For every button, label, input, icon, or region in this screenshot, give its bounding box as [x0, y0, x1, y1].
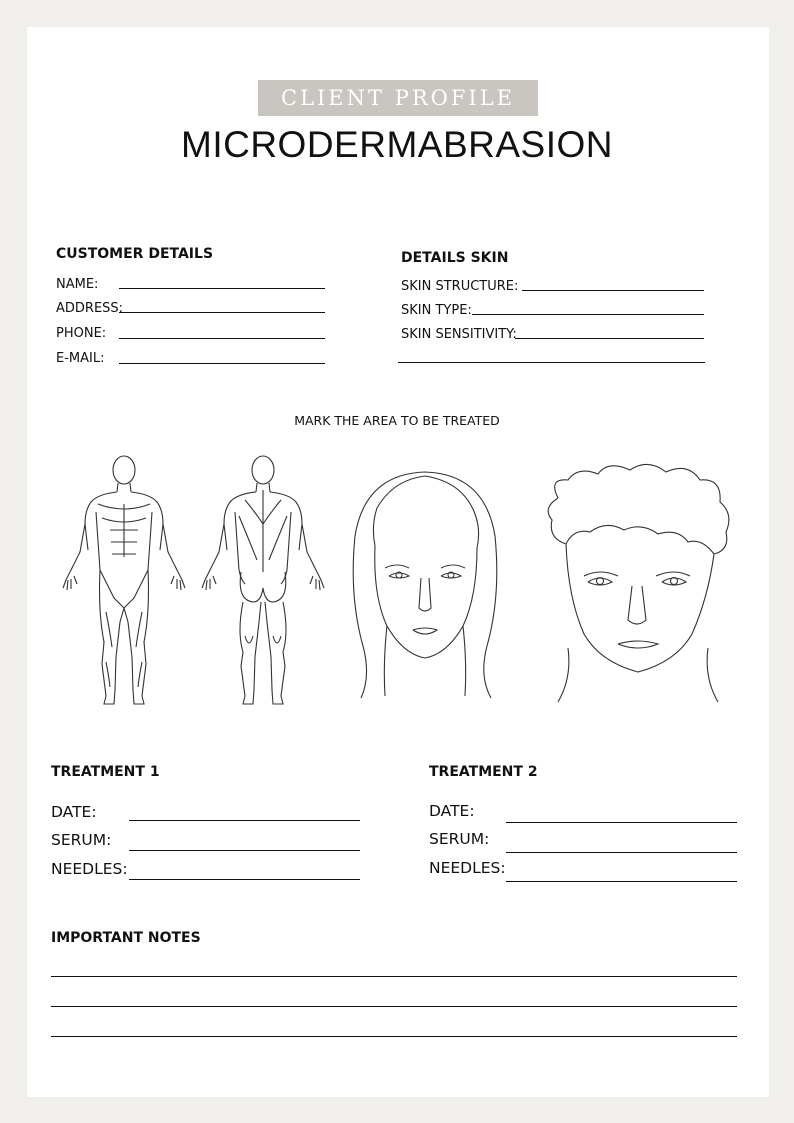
female-face-figure[interactable]	[345, 466, 505, 702]
treatment-2-date-label: DATE:	[429, 802, 475, 820]
treatment-1-needles-line[interactable]	[129, 879, 360, 880]
treatment-1-serum-label: SERUM:	[51, 831, 112, 849]
important-notes-heading: IMPORTANT NOTES	[51, 930, 201, 946]
body-back-figure[interactable]	[197, 452, 329, 708]
treatment-1-heading: TREATMENT 1	[51, 764, 160, 780]
name-input-line[interactable]	[119, 288, 325, 289]
treatment-2-needles-line[interactable]	[506, 881, 737, 882]
notes-line[interactable]	[51, 1006, 737, 1007]
skin-structure-input-line[interactable]	[522, 290, 704, 291]
treatment-1-date-line[interactable]	[129, 820, 360, 821]
treatment-2-date-line[interactable]	[506, 822, 737, 823]
address-input-line[interactable]	[119, 312, 325, 313]
skin-extra-input-line[interactable]	[398, 362, 705, 363]
treatment-2-serum-line[interactable]	[506, 852, 737, 853]
notes-line[interactable]	[51, 1036, 737, 1037]
address-label: ADDRESS:	[56, 301, 124, 316]
details-skin-heading: DETAILS SKIN	[401, 250, 509, 266]
skin-sensitivity-input-line[interactable]	[515, 338, 704, 339]
mark-area-instruction: MARK THE AREA TO BE TREATED	[294, 413, 500, 428]
treatment-1-needles-label: NEEDLES:	[51, 860, 128, 878]
page-title: MICRODERMABRASION	[181, 124, 613, 165]
treatment-1-serum-line[interactable]	[129, 850, 360, 851]
name-label: NAME:	[56, 277, 99, 292]
email-input-line[interactable]	[119, 363, 325, 364]
skin-structure-label: SKIN STRUCTURE:	[401, 279, 519, 294]
banner-client-profile: CLIENT PROFILE	[258, 80, 538, 116]
phone-label: PHONE:	[56, 326, 107, 341]
customer-details-heading: CUSTOMER DETAILS	[56, 246, 214, 262]
skin-type-label: SKIN TYPE:	[401, 303, 472, 318]
skin-sensitivity-label: SKIN SENSITIVITY:	[401, 327, 517, 342]
treatment-2-needles-label: NEEDLES:	[429, 859, 506, 877]
treatment-2-heading: TREATMENT 2	[429, 764, 538, 780]
email-label: E-MAIL:	[56, 351, 105, 366]
male-face-figure[interactable]	[538, 458, 738, 704]
skin-type-input-line[interactable]	[472, 314, 704, 315]
treatment-2-serum-label: SERUM:	[429, 830, 490, 848]
treatment-1-date-label: DATE:	[51, 803, 97, 821]
notes-line[interactable]	[51, 976, 737, 977]
phone-input-line[interactable]	[119, 338, 325, 339]
body-front-figure[interactable]	[58, 452, 190, 708]
